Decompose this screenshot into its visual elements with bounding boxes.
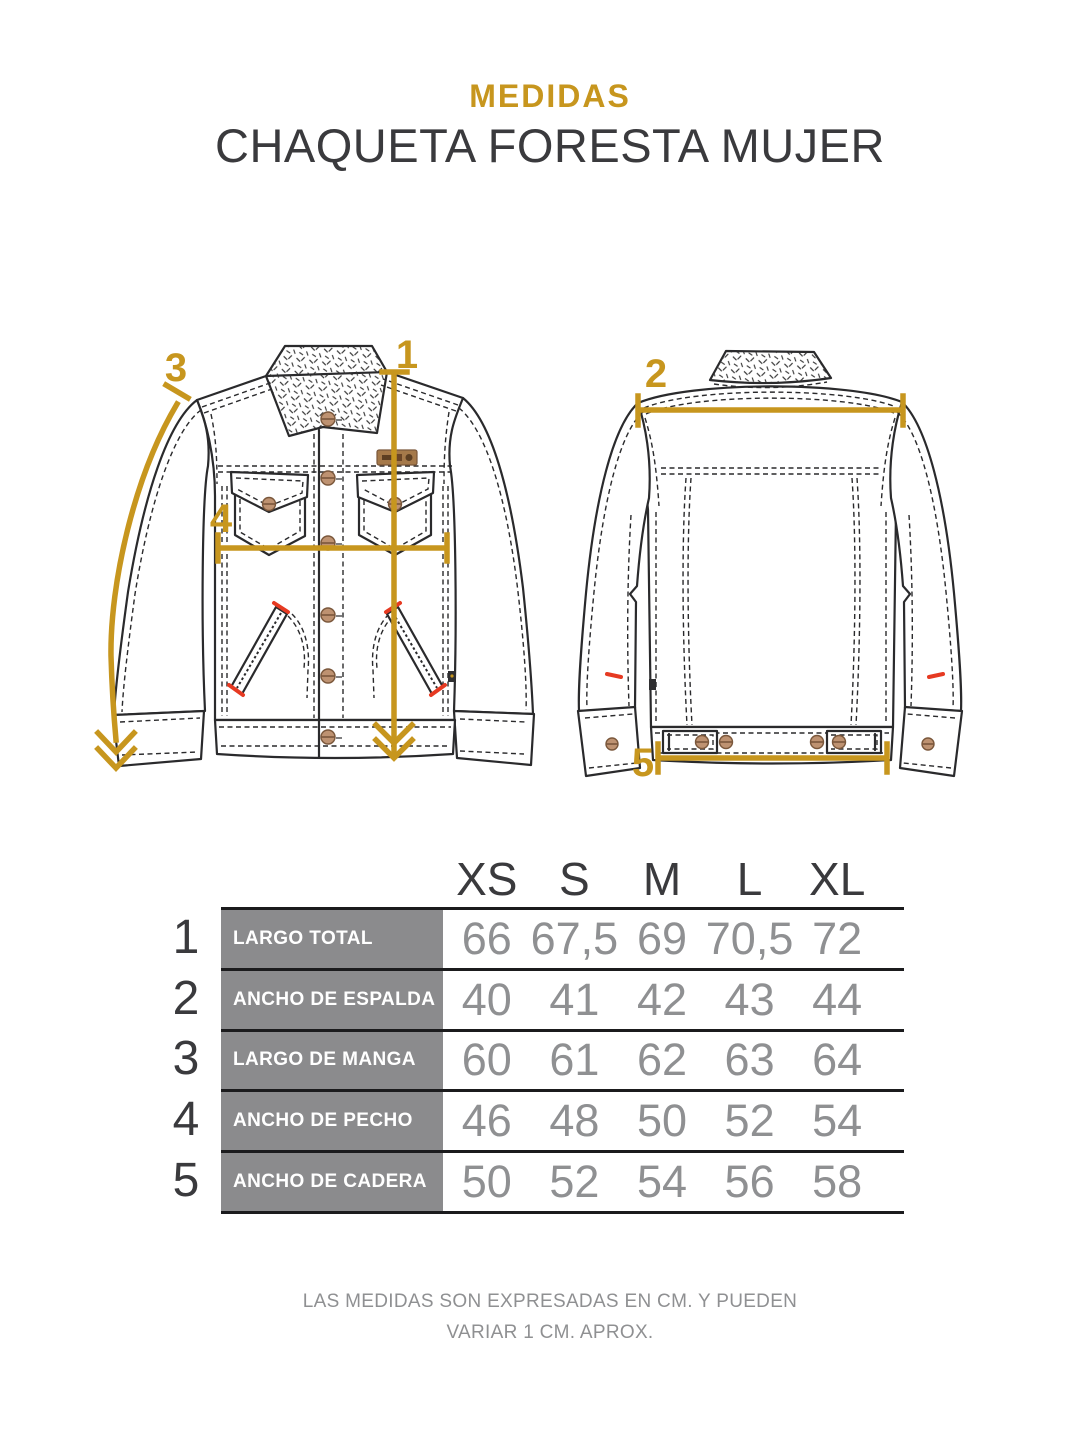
row-values (443, 910, 881, 968)
row-number: 3 (172, 1032, 200, 1086)
size-value: 44 (812, 973, 863, 1025)
eyebrow-title: MEDIDAS (469, 78, 631, 114)
size-value: 58 (812, 1156, 863, 1208)
size-value: 52 (724, 1095, 775, 1147)
row-label: LARGO DE MANGA (221, 1032, 443, 1090)
size-value: 54 (812, 1095, 863, 1147)
size-value: 43 (724, 973, 775, 1025)
size-header: S (559, 853, 590, 905)
size-value: 46 (461, 1095, 512, 1147)
row-values (443, 1032, 881, 1090)
size-value: 52 (549, 1156, 600, 1208)
size-value: 56 (724, 1156, 775, 1208)
table-row (221, 907, 904, 968)
row-label: LARGO TOTAL (221, 910, 443, 968)
row-number: 1 (172, 910, 200, 964)
size-table (221, 907, 904, 1214)
size-header: M (642, 853, 682, 905)
size-value: 64 (812, 1034, 863, 1086)
size-header: XL (809, 853, 866, 905)
back-side-tag (649, 679, 656, 690)
size-value: 69 (636, 912, 688, 964)
size-value: 66 (461, 912, 512, 964)
row-values (443, 971, 881, 1029)
size-value: 67,5 (530, 912, 619, 964)
size-value: 72 (812, 912, 863, 964)
size-header: XS (456, 853, 518, 905)
size-value: 42 (636, 973, 688, 1025)
measure-1-label: 1 (395, 333, 419, 377)
table-row (221, 1029, 904, 1090)
size-header: L (736, 853, 763, 905)
measure-3-label: 3 (164, 346, 188, 390)
row-number: 2 (172, 971, 200, 1025)
size-value: 62 (636, 1034, 688, 1086)
side-tag (448, 671, 456, 682)
measure-2-label: 2 (644, 352, 668, 396)
size-value: 41 (549, 973, 600, 1025)
row-label: ANCHO DE PECHO (221, 1092, 443, 1150)
jacket-front-diagram (90, 326, 550, 791)
jacket-back-diagram (565, 330, 1005, 785)
row-number: 4 (172, 1093, 200, 1147)
row-number-column (160, 907, 212, 1211)
size-value: 60 (461, 1034, 512, 1086)
size-value: 48 (549, 1095, 600, 1147)
table-row (221, 968, 904, 1029)
footer-line: LAS MEDIDAS SON EXPRESADAS EN CM. Y PUEDEN (302, 1291, 798, 1312)
table-row (221, 1089, 904, 1150)
footer-line: VARIAR 1 CM. APROX. (446, 1322, 654, 1343)
size-header-row (443, 852, 881, 904)
page-title: CHAQUETA FORESTA MUJER (215, 119, 885, 172)
size-value: 54 (636, 1156, 688, 1208)
row-label: ANCHO DE CADERA (221, 1153, 443, 1211)
footer-note (10, 1286, 1080, 1348)
table-row (221, 1150, 904, 1211)
row-values (443, 1153, 881, 1211)
row-values (443, 1092, 881, 1150)
size-value: 50 (636, 1095, 688, 1147)
size-value: 63 (724, 1034, 775, 1086)
back-collar (710, 351, 831, 383)
size-value: 40 (461, 973, 512, 1025)
size-value: 50 (461, 1156, 512, 1208)
brand-label-patch (377, 450, 417, 465)
measure-4-label: 4 (209, 497, 233, 541)
measure-5-label: 5 (631, 741, 655, 785)
row-label: ANCHO DE ESPALDA (221, 971, 443, 1029)
size-value: 61 (549, 1034, 600, 1086)
size-value: 70,5 (705, 912, 794, 964)
row-number: 5 (172, 1154, 200, 1208)
